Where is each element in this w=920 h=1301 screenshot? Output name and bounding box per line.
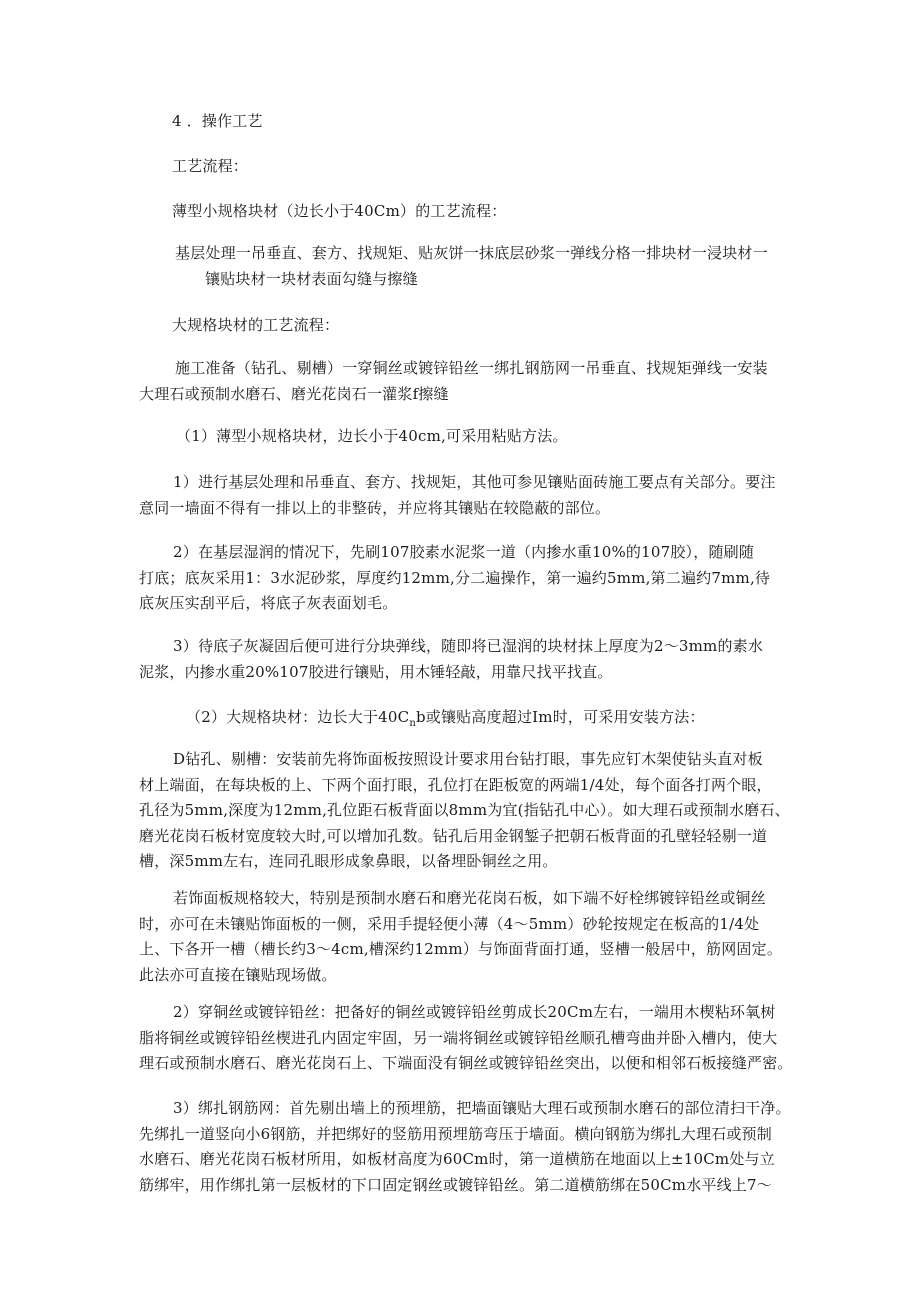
paragraph-line: 时，亦可在未镶贴饰面板的一侧，采用手提轻便小薄（4～5mm）砂轮按规定在板高的1/4处 xyxy=(139,914,760,933)
paragraph-line: D钻孔、剔槽：安装前先将饰面板按照设计要求用台钻打眼，事先应钉木架使钻头直对板 xyxy=(173,750,763,768)
paragraph-line: 上、下各开一槽（槽长约3～4cm,槽深约12mm）与饰面背面打通，竖槽一般居中，筋网固定。 xyxy=(139,940,783,958)
large-block-flow-title: 大规格块材的工艺流程： xyxy=(172,316,340,334)
paragraph-line: 先绑扎一道竖向小6钢筋，并把绑好的竖筋用预埋筋弯压于墙面。横向钢筋为绑扎大理石或预制 xyxy=(139,1124,772,1143)
item2-step3-paragraph xyxy=(139,1096,789,1198)
large-block-flow-line: 施工准备（钻孔、剔槽）一穿铜丝或镀锌铅丝一绑扎钢筋网一吊垂直、找规矩弹线一安装 xyxy=(175,359,768,377)
paragraph-line: 意同一墙面不得有一排以上的非整砖，并应将其镶贴在较隐蔽的部位。 xyxy=(139,498,611,517)
thin-block-flow-line: 基层处理一吊垂直、套方、找规矩、贴灰饼一抹底层砂浆一弹线分格一排块材一浸块材一 xyxy=(175,244,768,262)
item1-heading: （1）薄型小规格块材，边长小于40cm,可采用粘贴方法。 xyxy=(176,427,568,445)
paragraph-line: 3）绑扎钢筋网：首先剔出墙上的预埋筋，把墙面镶贴大理石或预制水磨石的部位清扫干净。 xyxy=(173,1099,791,1117)
paragraph-line: 脂将铜丝或镀锌铅丝楔进孔内固定牢固，另一端将铜丝或镀锌铅丝顺孔槽弯曲并卧入槽内，使大 xyxy=(139,1028,778,1047)
large-block-flow xyxy=(139,356,789,407)
item2-heading-subscript: n xyxy=(409,718,416,729)
thin-block-flow-line: 镶贴块材一块材表面勾缝与擦缝 xyxy=(205,269,418,288)
paragraph-line: 底灰压实刮平后，将底子灰表面划毛。 xyxy=(139,594,398,612)
process-flow-title: 工艺流程： xyxy=(172,157,249,175)
paragraph-line: 3）待底子灰凝固后便可进行分块弹线，随即将已湿润的块材抹上厚度为2～3mm的素水 xyxy=(173,637,764,655)
section-heading: 4 ．操作工艺 xyxy=(172,112,263,130)
paragraph-line: 槽，深5mm左右，连同孔眼形成象鼻眼，以备埋卧铜丝之用。 xyxy=(139,852,558,870)
paragraph-line: 若饰面板规格较大，特别是预制水磨石和磨光花岗石板，如下端不好栓绑镀锌铅丝或铜丝 xyxy=(173,889,766,907)
thin-block-flow xyxy=(175,241,795,292)
paragraph-line: 筋绑牢，用作绑扎第一层板材的下口固定钢丝或镀锌铅丝。第二道横筋绑在50Cm水平线上7～ xyxy=(139,1175,772,1194)
paragraph-line: 2）穿铜丝或镀锌铅丝：把备好的铜丝或镀锌铅丝剪成长20Cm左右，一端用木楔粘环氧树 xyxy=(173,1003,776,1021)
paragraph-line: 材上端面，在每块板的上、下两个面打眼，孔位打在距板宽的两端1/4处，每个面各打两个眼， xyxy=(139,775,772,794)
item2-heading xyxy=(186,705,836,737)
item2-step1-paragraph xyxy=(139,747,789,875)
paragraph-line: 2）在基层湿润的情况下，先刷107胶素水泥浆一道（内掺水重10%的107胶），随刷随 xyxy=(173,543,755,561)
item2-heading-part: b或镶贴高度超过Im时，可采用安装方法： xyxy=(415,708,705,726)
item1-step1-paragraph xyxy=(139,470,789,521)
paragraph-line: 理石或预制水磨石、磨光花岗石上、下端面没有铜丝或镀锌铅丝突出，以便和相邻石板接缝严密。 xyxy=(139,1054,793,1072)
item2-heading-part: （2）大规格块材：边长大于40C xyxy=(186,708,410,726)
paragraph-line: 1）进行基层处理和吊垂直、套方、找规矩，其他可参见镶贴面砖施工要点有关部分。要注 xyxy=(173,473,776,491)
item2-step2-paragraph xyxy=(139,1000,793,1077)
paragraph-line: 磨光花岗石板材宽度较大时,可以增加孔数。钻孔后用金钢錾子把朝石板背面的孔壁轻轻剔一道 xyxy=(139,826,768,845)
paragraph-line: 孔径为5mm,深度为12mm,孔位距石板背面以8mm为宜(指钻孔中心）。如大理石或预制水磨石、 xyxy=(139,801,790,819)
paragraph-line: 泥浆，内掺水重20%107胶进行镶贴，用木锤轻敲，用靠尺找平找直。 xyxy=(139,662,613,681)
thin-block-flow-title: 薄型小规格块材（边长小于40Cm）的工艺流程： xyxy=(172,202,507,220)
paragraph-line: 打底；底灰采用1：3水泥砂浆，厚度约12mm,分二遍操作，第一遍约5mm,第二遍约7mm,待 xyxy=(139,568,771,587)
large-block-flow-line: 大理石或预制水磨石、磨光花岗石一灌浆f擦缝 xyxy=(139,384,449,403)
item1-step3-paragraph xyxy=(139,634,789,685)
item1-step2-paragraph xyxy=(139,540,789,617)
paragraph-line: 水磨石、磨光花岗石板材所用，如板材高度为60Cm时，第一道横筋在地面以上±10Cm处与立 xyxy=(139,1150,775,1168)
paragraph-line: 此法亦可直接在镶贴现场做。 xyxy=(139,965,337,984)
large-panel-note-paragraph xyxy=(139,886,789,988)
